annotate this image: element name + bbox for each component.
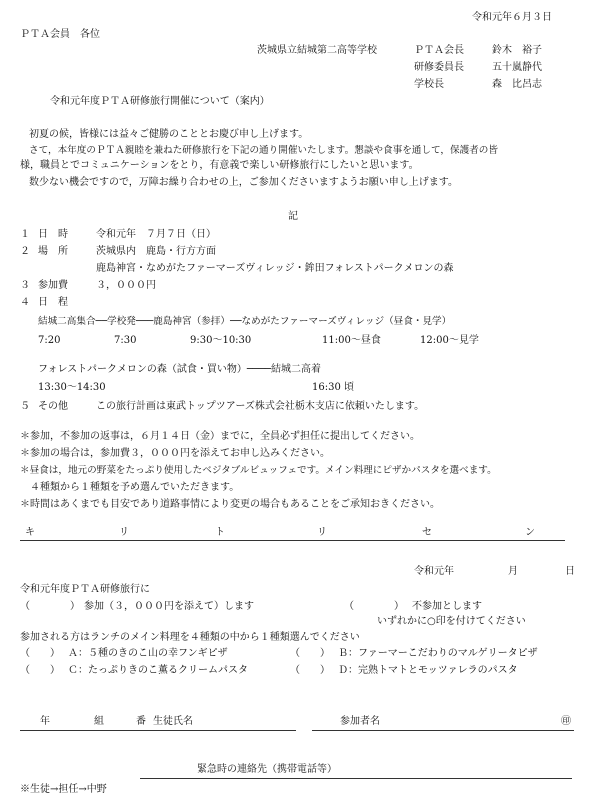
cut-char: ン: [525, 527, 535, 538]
class-label: 組: [94, 716, 104, 727]
schedule-time: 12:00～見学: [420, 335, 479, 346]
form-day: 日: [565, 566, 575, 577]
schedule-line: 結城二高集合──学校発───鹿島神宮（参拝）──なめがたファーマーズヴィレッジ（昼食・見学）: [38, 316, 452, 327]
body-paragraph: さて，本年度のＰＴＡ親睦を兼ねた研修旅行を下記の通り開催いたします。懇談や食事を通して，保護者の皆: [29, 145, 498, 156]
body-paragraph: 初夏の候，皆様には益々ご健勝のこととお慶び申し上げます。: [29, 129, 309, 140]
not-attend-label: 不参加とします: [412, 601, 482, 612]
seal-mark: ㊞: [561, 716, 571, 727]
cut-line: [20, 540, 565, 541]
note-line: ＊参加，不参加の返事は，６月１４日（金）までに，全員必ず担任に提出してください。: [20, 431, 420, 442]
schedule-time: 7:20: [38, 335, 61, 346]
item-value: 令和元年 ７月７日（日）: [96, 229, 216, 240]
sender-name: 鈴木 裕子: [492, 45, 542, 56]
item-label: 日 時: [38, 229, 68, 240]
emergency-contact-field[interactable]: [140, 778, 572, 779]
item-value: この旅行計画は東武トップツアーズ株式会社栃木支店に依頼いたします。: [96, 401, 425, 412]
attend-label: 参加（３，０００円を添えて）します: [84, 601, 254, 612]
number-label: 番: [136, 716, 146, 727]
item-number: ５: [20, 401, 30, 412]
cut-char: リ: [317, 527, 327, 538]
form-date-era: 令和元年: [414, 566, 454, 577]
form-event: 令和元年度ＰＴＡ研修旅行に: [20, 584, 150, 595]
issue-date: 令和元年６月３日: [472, 12, 552, 23]
circle-note: いずれかに○印を付けてください: [377, 616, 526, 627]
option-a-checkbox[interactable]: （ ）: [20, 648, 60, 659]
sender-role: ＰＴＡ会長: [414, 45, 464, 56]
item-label: 場 所: [38, 246, 68, 257]
item-value: ３，０００円: [96, 280, 156, 291]
option-d-checkbox[interactable]: （ ）: [290, 665, 330, 676]
item-number: ２: [20, 246, 30, 257]
schedule-time: 7:30: [114, 335, 137, 346]
sender-name: 五十嵐静代: [492, 62, 542, 73]
item-number: ４: [20, 297, 30, 308]
participant-name-label: 参加者名: [340, 716, 380, 727]
student-name-label: 生徒氏名: [153, 716, 193, 727]
item-label: 参加費: [38, 280, 68, 291]
cut-char: キ: [25, 527, 35, 538]
sender-role: 研修委員長: [414, 62, 464, 73]
body-paragraph: 様，職員とでコミュニケーションをとり，有意義で楽しい研修旅行にしたいと思います。: [20, 160, 419, 171]
item-number: ３: [20, 280, 30, 291]
recipient: ＰＴＡ会員 各位: [20, 29, 100, 40]
note-line: ＊時間はあくまでも目安であり道路事情により変更の場合もあることをご承知おきください。: [20, 499, 440, 510]
item-value: 茨城県内 鹿島・行方方面: [96, 246, 216, 257]
sender-role: 学校長: [414, 79, 444, 90]
document-title: 令和元年度ＰＴＡ研修旅行開催について（案内）: [50, 96, 270, 107]
cut-char: ト: [215, 527, 225, 538]
option-b-label: Ｂ：ファーマーこだわりのマルゲリータピザ: [338, 648, 538, 659]
item-value: 鹿島神宮・なめがたファーマーズヴィレッジ・鉾田フォレストパークメロンの森: [96, 263, 454, 274]
option-b-checkbox[interactable]: （ ）: [290, 648, 330, 659]
note-line: ＊参加の場合は，参加費３，０００円を添えてお申し込みください。: [20, 448, 330, 459]
not-attend-checkbox[interactable]: （ ）: [344, 601, 404, 612]
cut-char: リ: [119, 527, 129, 538]
body-paragraph: 数少ない機会ですので，万障お繰り合わせの上，ご参加くださいますようお願い申し上げます。: [29, 177, 458, 188]
schedule-time: 11:00～昼食: [322, 335, 381, 346]
item-label: 日 程: [38, 297, 68, 308]
attend-checkbox[interactable]: （ ）: [20, 601, 80, 612]
item-number: １: [20, 229, 30, 240]
student-name-field[interactable]: [20, 730, 296, 731]
schedule-line: フォレストパークメロンの森（試食・買い物）────結城二高着: [38, 364, 321, 375]
option-d-label: Ｄ：完熟トマトとモッツァレラのパスタ: [338, 665, 518, 676]
schedule-time: 9:30～10:30: [190, 335, 252, 346]
schedule-time: 16:30 頃: [312, 382, 354, 393]
form-month: 月: [508, 566, 518, 577]
cut-char: セ: [422, 527, 432, 538]
note-line: ＊昼食は，地元の野菜をたっぷり使用したベジタブルビュッフェです。メイン料理にピザかパスタを選べます。: [20, 465, 497, 476]
item-label: その他: [38, 401, 68, 412]
emergency-label: 緊急時の連絡先（携帯電話等）: [197, 764, 337, 775]
option-c-label: Ｃ：たっぷりきのこ薫るクリームパスタ: [68, 665, 248, 676]
year-label: 年: [40, 716, 50, 727]
note-line: ４種類から１種類を予め選んでいただきます。: [20, 482, 240, 493]
option-c-checkbox[interactable]: （ ）: [20, 665, 60, 676]
lunch-instruction: 参加される方はランチのメイン料理を４種類の中から１種類選んでください: [20, 632, 360, 643]
sender-name: 森 比呂志: [492, 79, 542, 90]
participant-name-field[interactable]: [312, 730, 574, 731]
sender-school: 茨城県立結城第二高等学校: [257, 45, 377, 56]
ki-heading: 記: [288, 211, 298, 222]
option-a-label: Ａ：５種のきのこ山の幸フンギピザ: [68, 648, 228, 659]
schedule-time: 13:30～14:30: [38, 382, 106, 393]
route-note: ※生徒→担任→中野: [20, 784, 107, 795]
